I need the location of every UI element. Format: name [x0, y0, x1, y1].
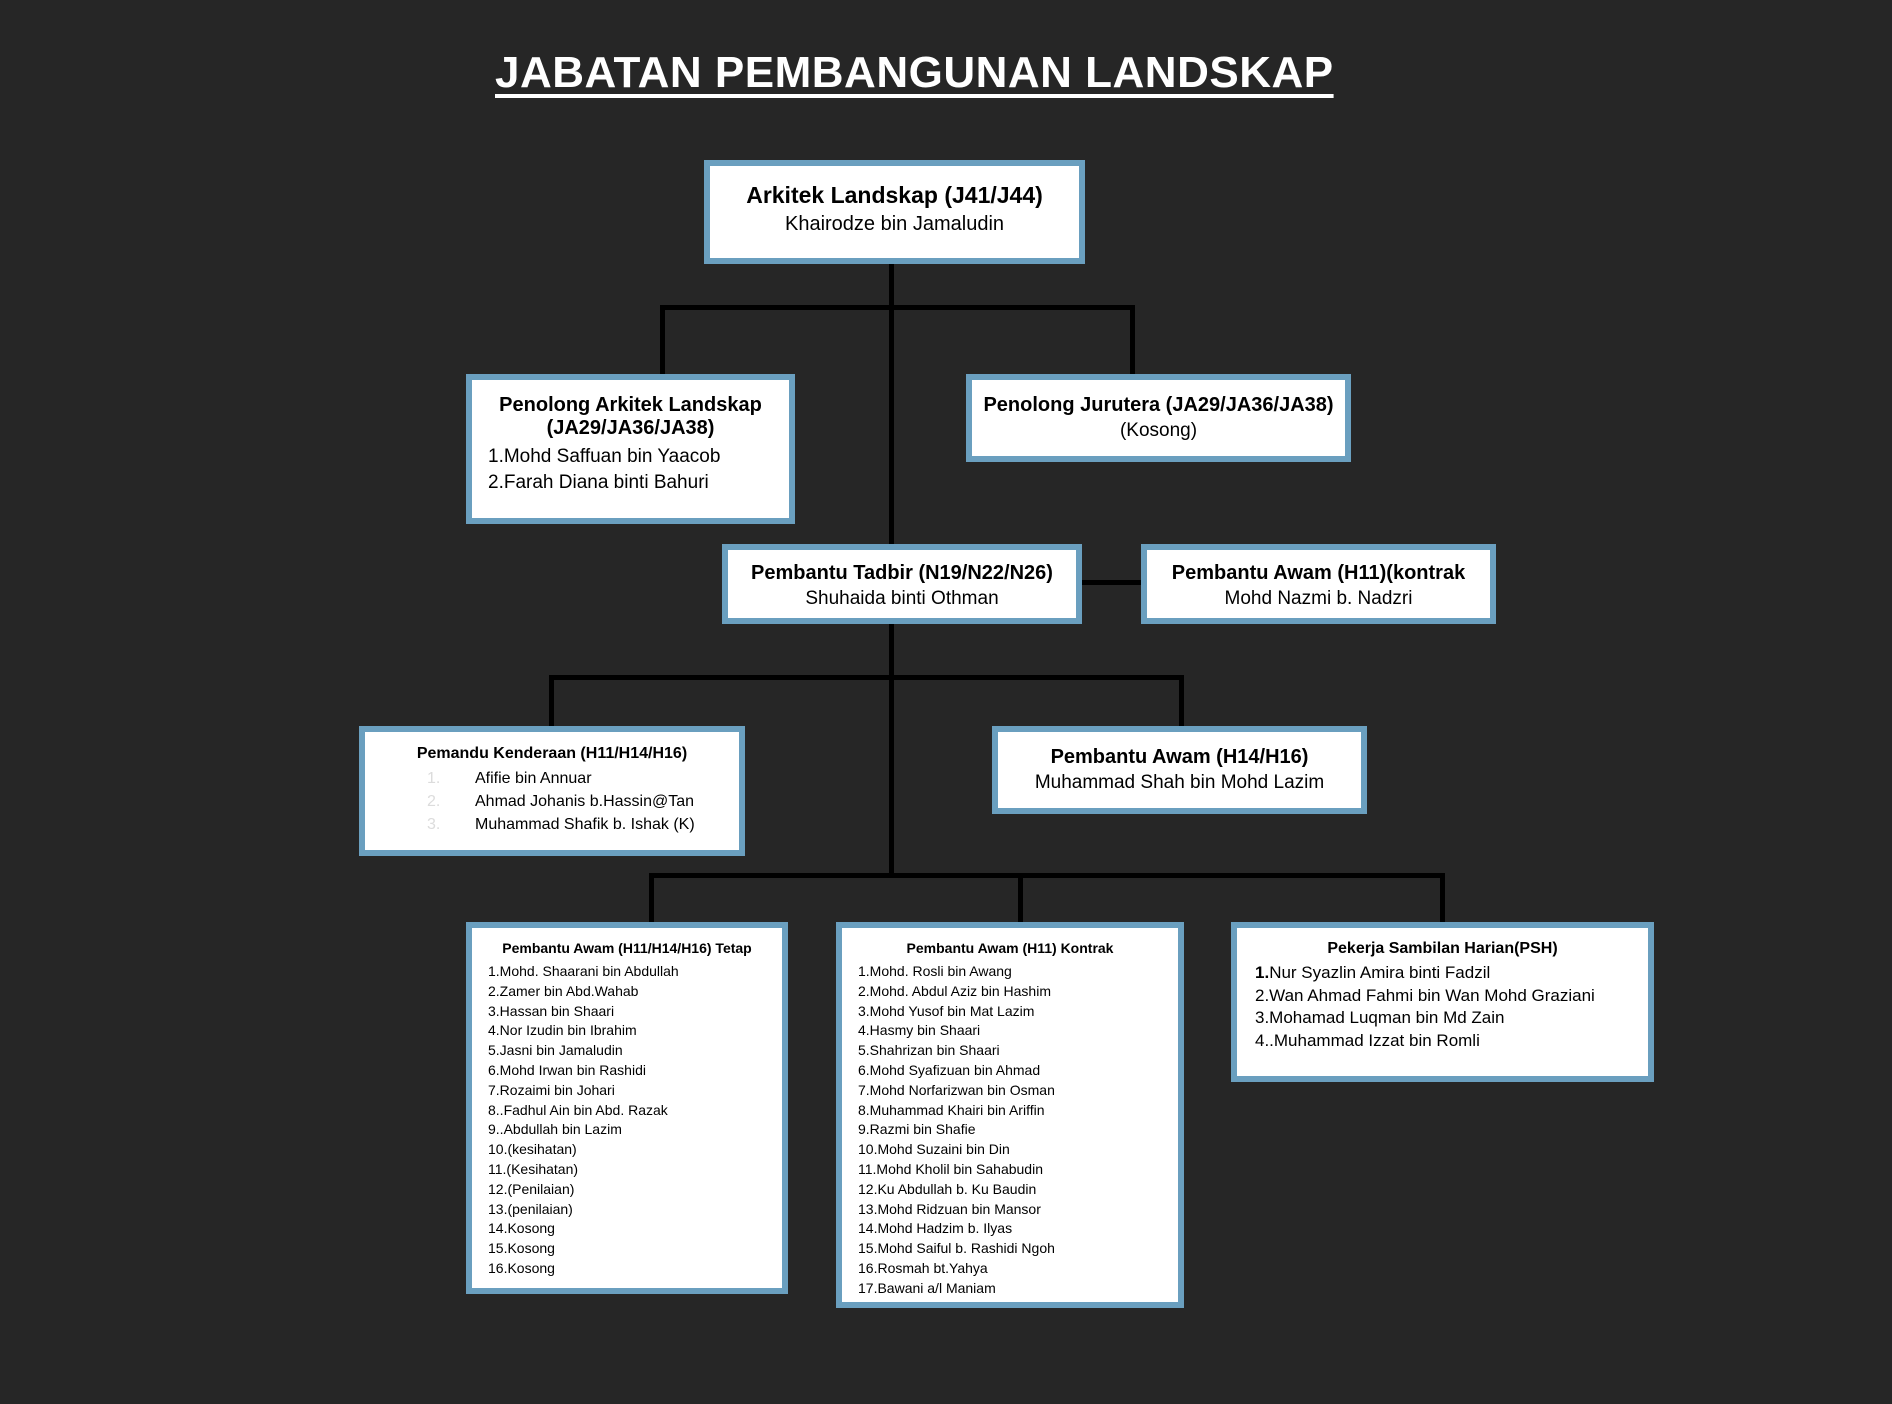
list-item: 12.Ku Abdullah b. Ku Baudin: [858, 1180, 1037, 1197]
list-item: 7.Mohd Norfarizwan bin Osman: [858, 1081, 1055, 1098]
list-item: 11.(Kesihatan): [488, 1160, 579, 1177]
list-item: 16.Rosmah bt.Yahya: [858, 1259, 988, 1276]
list-item: 2.Zamer bin Abd.Wahab: [488, 982, 639, 999]
list-item: 14.Kosong: [488, 1220, 555, 1237]
list-item: 1.Mohd Saffuan bin Yaacob: [488, 446, 721, 467]
pembantu-awam-kontrak-title: Pembantu Awam (H11) Kontrak: [906, 940, 1114, 956]
list-item: 6.Mohd Syafizuan bin Ahmad: [858, 1061, 1041, 1078]
connector-level1-right-drop: [1130, 305, 1135, 376]
list-item: 15.Kosong: [488, 1240, 555, 1257]
list-item: 5.Shahrizan bin Shaari: [858, 1042, 1000, 1059]
connector-level4-bar: [649, 873, 1445, 878]
connector-level3-right-drop: [1179, 675, 1184, 730]
list-item: 6.Mohd Irwan bin Rashidi: [488, 1061, 646, 1078]
arkitek-title: Arkitek Landskap (J41/J44): [746, 182, 1043, 208]
connector-level4-mid-drop: [1018, 873, 1023, 925]
connector-level1-left-drop: [660, 305, 665, 378]
list-item: 14.Mohd Hadzim b. Ilyas: [858, 1220, 1013, 1237]
pembantu-awam-h14-box: [992, 726, 1367, 814]
penolong-arkitek-list: [472, 444, 789, 496]
pembantu-awam-h11-kontrak-name: Mohd Nazmi b. Nadzri: [1224, 588, 1413, 609]
connector-tadbir-awam: [1080, 580, 1148, 585]
arkitek-landskap-box: [704, 160, 1085, 264]
list-item: 9..Abdullah bin Lazim: [488, 1121, 622, 1138]
pembantu-awam-kontrak-box: [836, 922, 1184, 1308]
penolong-arkitek-title-line2: (JA29/JA36/JA38): [546, 417, 715, 439]
list-item: 5.Jasni bin Jamaludin: [488, 1042, 623, 1059]
list-item: 8.Muhammad Khairi bin Ariffin: [858, 1101, 1045, 1118]
list-item: [427, 767, 739, 790]
list-item: [427, 813, 739, 836]
list-item: 17.Bawani a/l Maniam: [858, 1279, 996, 1296]
list-item: 13.Mohd Ridzuan bin Mansor: [858, 1200, 1041, 1217]
penolong-jurutera-name: (Kosong): [1119, 420, 1198, 441]
pembantu-awam-kontrak-list: [842, 962, 1178, 1299]
list-item: 11.Mohd Kholil bin Sahabudin: [858, 1160, 1043, 1177]
pembantu-awam-tetap-title: Pembantu Awam (H11/H14/H16) Tetap: [502, 940, 752, 956]
list-item-name: Nur Syazlin Amira binti Fadzil: [1269, 963, 1491, 982]
list-item: 7.Rozaimi bin Johari: [488, 1081, 615, 1098]
list-item: 16.Kosong: [488, 1259, 555, 1276]
pekerja-sambilan-harian-box: [1231, 922, 1654, 1082]
connector-level4-right-drop: [1440, 873, 1445, 925]
list-item: 8..Fadhul Ain bin Abd. Razak: [488, 1101, 668, 1118]
list-item: 2.Farah Diana binti Bahuri: [488, 472, 709, 493]
list-item: 9.Razmi bin Shafie: [858, 1121, 976, 1138]
list-item: 4.Hasmy bin Shaari: [858, 1022, 981, 1039]
list-item: 1.Mohd. Shaarani bin Abdullah: [488, 963, 679, 979]
list-item: 10.Mohd Suzaini bin Din: [858, 1141, 1010, 1158]
list-item: [1255, 962, 1648, 985]
list-item: 3.Mohd Yusof bin Mat Lazim: [858, 1002, 1035, 1019]
page-title: JABATAN PEMBANGUNAN LANDSKAP: [495, 48, 1334, 97]
list-item-name: Afifie bin Annuar: [475, 770, 592, 787]
penolong-jurutera-title: Penolong Jurutera (JA29/JA36/JA38): [983, 394, 1334, 416]
pembantu-tadbir-title: Pembantu Tadbir (N19/N22/N26): [751, 562, 1053, 584]
pembantu-awam-h11-kontrak-title: Pembantu Awam (H11)(kontrak: [1171, 562, 1466, 584]
pembantu-awam-h14-title: Pembantu Awam (H14/H16): [1050, 746, 1309, 768]
arkitek-name: Khairodze bin Jamaludin: [784, 213, 1005, 235]
pembantu-awam-tetap-box: [466, 922, 788, 1294]
list-item: 3.Hassan bin Shaari: [488, 1002, 615, 1019]
pembantu-awam-h11-kontrak-box: [1141, 544, 1496, 624]
psh-title: Pekerja Sambilan Harian(PSH): [1327, 940, 1558, 957]
pembantu-tadbir-name: Shuhaida binti Othman: [805, 588, 999, 609]
connector-level3-bar: [549, 675, 1184, 680]
connector-level1-bar: [660, 305, 1135, 310]
list-item: 4..Muhammad Izzat bin Romli: [1255, 1030, 1480, 1050]
psh-list: [1237, 962, 1648, 1052]
list-item: 12.(Penilaian): [488, 1180, 575, 1197]
pembantu-awam-h14-name: Muhammad Shah bin Mohd Lazim: [1034, 772, 1325, 793]
pemandu-kenderaan-box: [359, 726, 745, 856]
list-item: 2.Mohd. Abdul Aziz bin Hashim: [858, 982, 1051, 999]
penolong-arkitek-box: [466, 374, 795, 524]
list-number: 2.: [427, 793, 441, 810]
list-item: 1.Mohd. Rosli bin Awang: [858, 963, 1012, 979]
list-item: [427, 790, 739, 813]
list-item: 13.(penilaian): [488, 1200, 573, 1217]
pemandu-list: [365, 767, 739, 836]
list-item: 2.Wan Ahmad Fahmi bin Wan Mohd Graziani: [1255, 985, 1595, 1005]
list-item: 3.Mohamad Luqman bin Md Zain: [1255, 1008, 1505, 1027]
penolong-arkitek-title-line1: Penolong Arkitek Landskap: [499, 394, 762, 416]
connector-level4-left-drop: [649, 873, 654, 925]
list-item: 10.(kesihatan): [488, 1141, 577, 1158]
list-item: 15.Mohd Saiful b. Rashidi Ngoh: [858, 1240, 1055, 1257]
list-number: 1.: [427, 770, 441, 787]
list-number: 3.: [427, 816, 441, 833]
penolong-jurutera-box: [966, 374, 1351, 462]
pemandu-title: Pemandu Kenderaan (H11/H14/H16): [416, 745, 688, 762]
connector-level3-left-drop: [549, 675, 554, 730]
list-item: 4.Nor Izudin bin Ibrahim: [488, 1022, 637, 1039]
list-item-name: Ahmad Johanis b.Hassin@Tan: [475, 793, 695, 810]
pembantu-awam-tetap-list: [472, 962, 782, 1279]
pembantu-tadbir-box: [722, 544, 1082, 624]
list-item-name: Muhammad Shafik b. Ishak (K): [475, 816, 695, 833]
list-number: 1.: [1255, 963, 1270, 982]
